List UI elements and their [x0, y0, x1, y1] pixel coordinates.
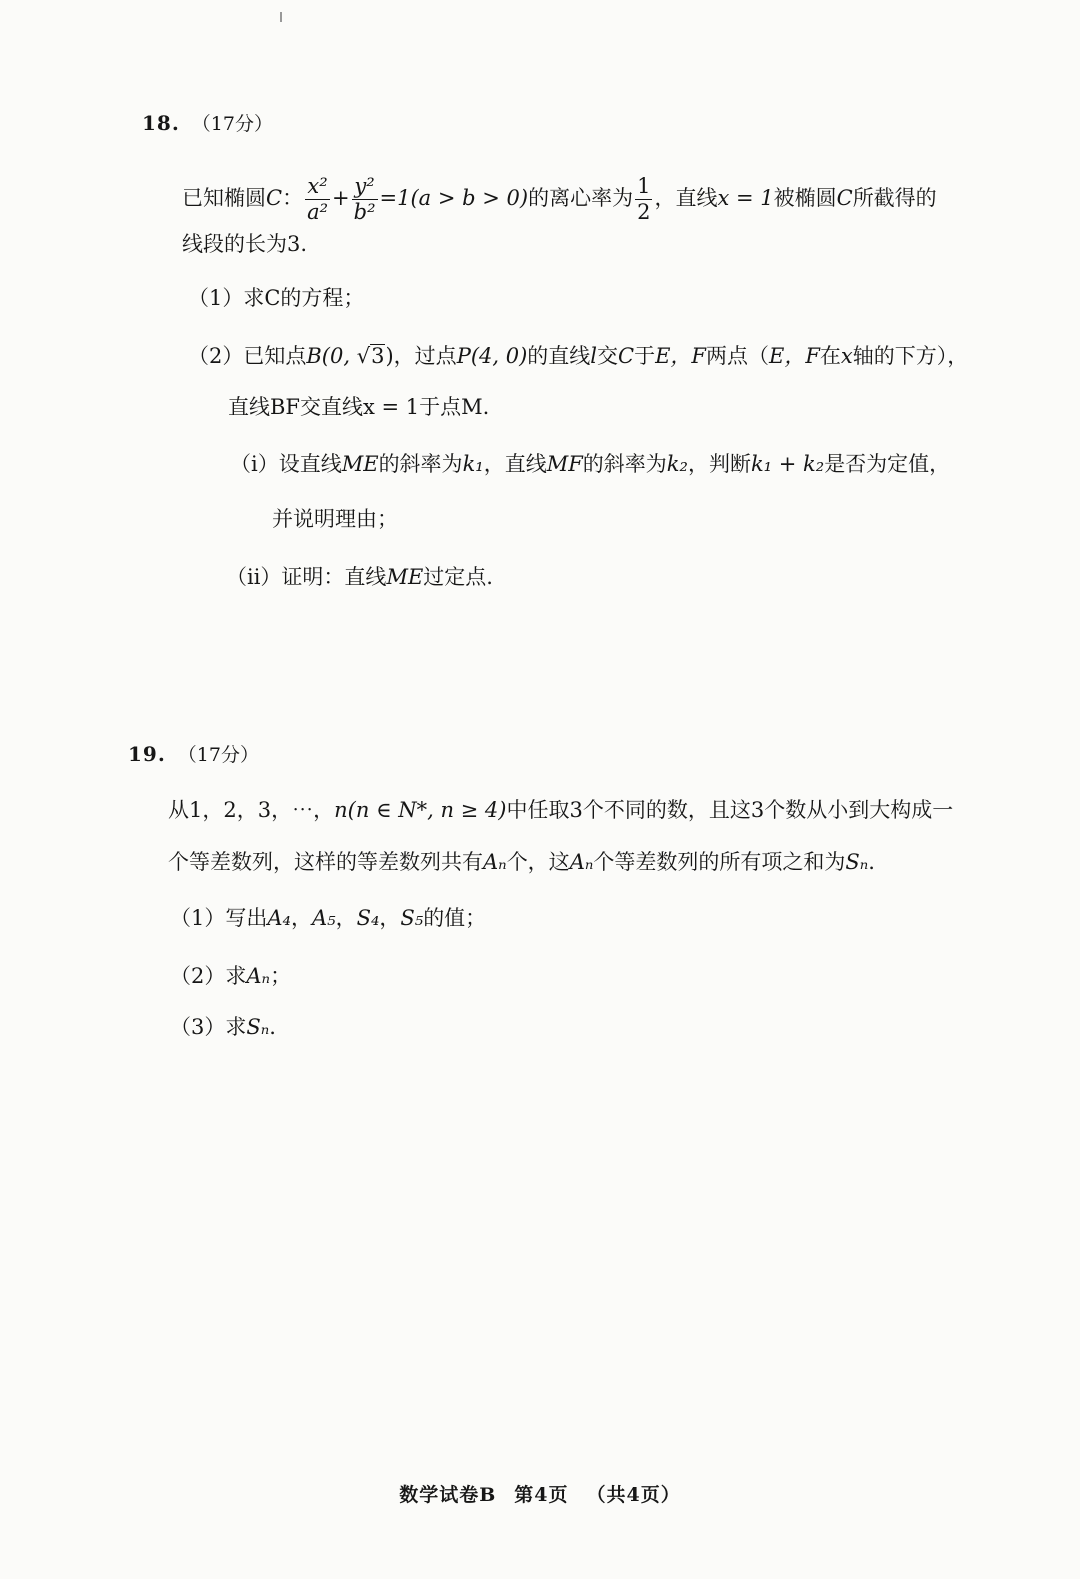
q19-sn: Sₙ: [845, 850, 869, 874]
q18-part2i: [230, 449, 950, 479]
q18-ellipse-name-2: C: [836, 186, 853, 210]
q18-p2-text-b: )，过点: [385, 344, 457, 368]
q18-colon: ：: [282, 186, 304, 210]
q19-an: Aₙ: [483, 850, 507, 874]
sqrt-symbol: √: [356, 344, 371, 368]
q19-part1: [170, 903, 486, 933]
q19-number: 19.: [128, 742, 166, 766]
q19-l1-text-a: 从1，2，3，⋯，: [168, 798, 335, 822]
q19-p3-text-b: .: [269, 1015, 276, 1039]
q18-condition: =1(a > b > 0): [379, 186, 529, 210]
q18-intro-text-6: 所截得的: [852, 186, 937, 210]
q19-a4: A₄: [267, 906, 291, 930]
q18-ellipse-c: C: [618, 344, 635, 368]
q18-intro-text-3: ，直线: [654, 186, 718, 210]
q18-k-sum: k₁ + k₂: [750, 452, 825, 476]
frac-den-2: 2: [637, 200, 651, 224]
q18-x-axis: x: [840, 344, 853, 368]
q19-p3-sn: Sₙ: [246, 1015, 270, 1039]
q19-a5: A₅: [311, 906, 336, 930]
q18-part2: [188, 341, 968, 371]
q19-p2-an: Aₙ: [246, 964, 271, 988]
q19-s4: S₄: [356, 906, 380, 930]
q18-p2-text-c: 的直线: [527, 344, 591, 368]
q19-sep-3: ，: [379, 906, 401, 930]
frac-den-b2: b²: [353, 200, 376, 224]
q18-points-ef: E，F: [655, 344, 706, 368]
q18-p2ii-text-b: 过定点.: [423, 565, 493, 589]
q18-part1: （1）求C的方程；: [188, 286, 365, 310]
q19-line1: [168, 795, 953, 825]
q18-part2i-line2: 并说明理由；: [272, 507, 398, 531]
q19-l1-text-b: 中任取3个不同的数，且这3个数从小到大构成一: [506, 798, 954, 822]
scan-mark: [280, 12, 282, 22]
q18-intro-line2: 线段的长为3.: [182, 232, 308, 256]
q18-point-p: P(4, 0): [456, 344, 528, 368]
q18-p2i-text-c: ，直线: [483, 452, 547, 476]
q18-k2: k₂: [666, 452, 688, 476]
q18-p2-text-e: 于: [634, 344, 656, 368]
q18-part2-line2: 直线BF交直线x = 1于点M.: [228, 395, 490, 419]
q19-part2: [170, 961, 291, 991]
q18-ellipse-name: C: [266, 186, 283, 210]
q18-points-ef-2: E，F: [768, 344, 820, 368]
q19-sep-2: ，: [335, 906, 357, 930]
q19-an-2: Aₙ: [569, 850, 594, 874]
q18-header: [142, 108, 273, 139]
q18-line-me: ME: [341, 452, 379, 476]
q18-p2i-text-f: 是否为定值，: [824, 452, 951, 476]
q19-sep-1: ，: [290, 906, 312, 930]
q18-p2-text-a: （2）已知点: [188, 344, 307, 368]
q18-p2ii-text-a: （ⅱ）证明：直线: [226, 565, 387, 589]
fraction-one-half: [635, 176, 652, 223]
q19-s5: S₅: [400, 906, 424, 930]
q18-p2-text-h: 轴的下方），: [852, 344, 969, 368]
q18-p2-text-g: 在: [819, 344, 841, 368]
q19-header: [128, 739, 259, 770]
footer-total: （共4页）: [586, 1484, 681, 1506]
q18-intro: [182, 176, 937, 223]
q19-p1-text-a: （1）写出: [170, 906, 268, 930]
fraction-y2-b2: [352, 176, 378, 223]
frac-den-a2: a²: [307, 200, 329, 224]
q18-p2-text-d: 交: [597, 344, 618, 368]
q18-number: 18.: [142, 111, 180, 135]
q19-l2-text-c: 个等差数列的所有项之和为: [593, 850, 846, 874]
q18-p2i-text-b: 的斜率为: [378, 452, 463, 476]
sqrt-radicand: 3: [371, 344, 385, 368]
q19-p2-text-b: ；: [270, 964, 292, 988]
q18-intro-text-4: 被椭圆: [773, 186, 837, 210]
q18-line-l: l: [590, 344, 597, 368]
q18-plus: +: [332, 186, 350, 210]
q18-line-me-2: ME: [386, 565, 424, 589]
q18-p2i-text-e: ，判断: [687, 452, 751, 476]
q19-l2-text-d: .: [868, 850, 875, 874]
frac-num-1: 1: [637, 174, 651, 198]
q19-l2-text-b: 个，这: [506, 850, 570, 874]
q18-line-mf: MF: [546, 452, 583, 476]
q19-score: （17分）: [177, 744, 259, 766]
fraction-x2-a2: [305, 176, 330, 223]
q18-k1: k₁: [462, 452, 484, 476]
q18-p2i-text-a: （ⅰ）设直线: [230, 452, 342, 476]
q18-intro-text-1: 已知椭圆: [182, 186, 266, 210]
q19-line2: [168, 847, 875, 877]
q18-part2ii: [226, 562, 493, 592]
q18-line-eq: x = 1: [717, 186, 774, 210]
q18-score: （17分）: [191, 113, 273, 135]
q19-p3-text-a: （3）求: [170, 1015, 247, 1039]
q19-l2-text-a: 个等差数列，这样的等差数列共有: [168, 850, 483, 874]
q18-p2i-text-d: 的斜率为: [582, 452, 667, 476]
q19-p2-text-a: （2）求: [170, 964, 247, 988]
frac-num-y2: y²: [352, 176, 378, 200]
q19-part3: [170, 1012, 276, 1042]
q18-point-b: B(0,: [306, 344, 357, 368]
frac-num-x2: x²: [305, 176, 330, 200]
q18-intro-text-2: 的离心率为: [528, 186, 634, 210]
q19-condition: (n ∈ N*, n ≥ 4): [347, 798, 507, 822]
footer-subject: 数学试卷B: [399, 1484, 497, 1506]
q19-p1-text-b: 的值；: [423, 906, 487, 930]
q18-p2-text-f: 两点（: [705, 344, 769, 368]
page-footer: [0, 1480, 1080, 1507]
q19-n: n: [334, 798, 348, 822]
footer-page: 第4页: [514, 1484, 569, 1506]
